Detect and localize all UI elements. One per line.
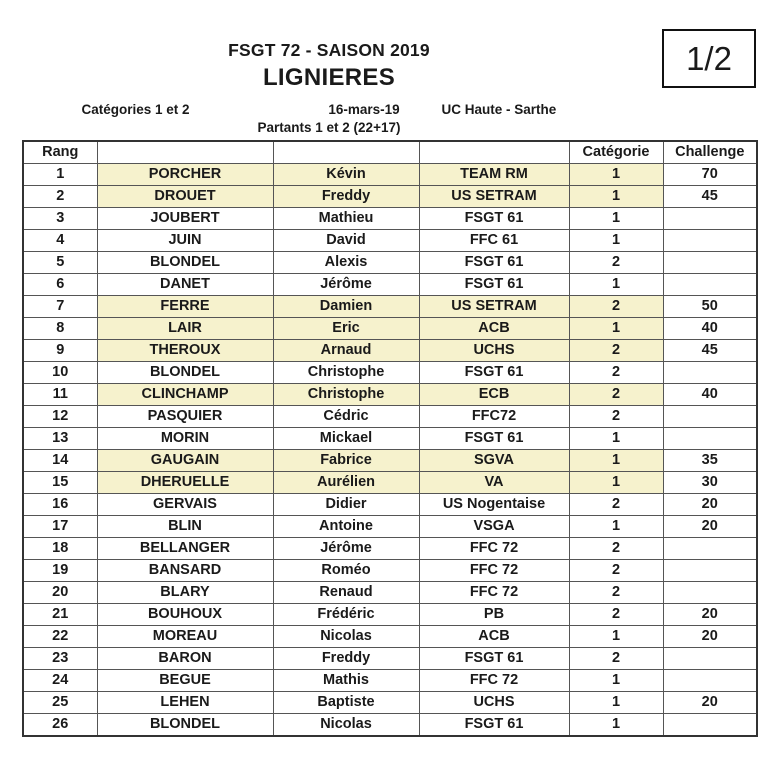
page-title: FSGT 72 - SAISON 2019 — [228, 40, 430, 60]
cell-club: UCHS — [419, 692, 569, 714]
cell-challenge — [663, 538, 757, 560]
cell-nom: BANSARD — [97, 560, 273, 582]
table-row — [23, 516, 757, 538]
meta-starters: Partants 1 et 2 (22+17) — [257, 119, 401, 135]
meta-categories: Catégories 1 et 2 — [81, 101, 190, 117]
cell-challenge: 45 — [663, 340, 757, 362]
table-row — [23, 164, 757, 186]
cell-challenge: 20 — [663, 494, 757, 516]
column-header-club — [419, 141, 569, 164]
cell-prenom: Jérôme — [273, 538, 419, 560]
cell-categorie: 1 — [569, 692, 663, 714]
cell-prenom: Christophe — [273, 362, 419, 384]
cell-nom: BLONDEL — [97, 714, 273, 737]
cell-challenge: 70 — [663, 164, 757, 186]
page-number-badge: 1/2 — [662, 29, 756, 88]
cell-nom: BELLANGER — [97, 538, 273, 560]
cell-prenom: Freddy — [273, 186, 419, 208]
cell-prenom: Eric — [273, 318, 419, 340]
cell-prenom: Jérôme — [273, 274, 419, 296]
column-header-challenge: Challenge — [663, 141, 757, 164]
cell-categorie: 1 — [569, 626, 663, 648]
cell-prenom: Didier — [273, 494, 419, 516]
cell-challenge: 40 — [663, 318, 757, 340]
cell-categorie: 1 — [569, 450, 663, 472]
cell-rang: 8 — [23, 318, 97, 340]
cell-categorie: 1 — [569, 670, 663, 692]
cell-club: FSGT 61 — [419, 274, 569, 296]
cell-challenge: 30 — [663, 472, 757, 494]
cell-categorie: 2 — [569, 582, 663, 604]
cell-nom: DHERUELLE — [97, 472, 273, 494]
cell-prenom: Nicolas — [273, 714, 419, 737]
cell-club: FSGT 61 — [419, 714, 569, 737]
cell-prenom: David — [273, 230, 419, 252]
cell-categorie: 1 — [569, 274, 663, 296]
cell-club: VA — [419, 472, 569, 494]
cell-rang: 18 — [23, 538, 97, 560]
cell-categorie: 2 — [569, 362, 663, 384]
cell-categorie: 1 — [569, 714, 663, 737]
cell-challenge: 40 — [663, 384, 757, 406]
cell-challenge: 20 — [663, 604, 757, 626]
cell-categorie: 2 — [569, 560, 663, 582]
cell-rang: 14 — [23, 450, 97, 472]
cell-rang: 16 — [23, 494, 97, 516]
cell-challenge — [663, 252, 757, 274]
cell-rang: 17 — [23, 516, 97, 538]
cell-prenom: Nicolas — [273, 626, 419, 648]
cell-prenom: Damien — [273, 296, 419, 318]
cell-challenge — [663, 670, 757, 692]
document-header — [0, 0, 768, 135]
cell-club: FSGT 61 — [419, 362, 569, 384]
cell-club: US SETRAM — [419, 186, 569, 208]
cell-prenom: Mickael — [273, 428, 419, 450]
cell-prenom: Aurélien — [273, 472, 419, 494]
table-row — [23, 560, 757, 582]
cell-rang: 25 — [23, 692, 97, 714]
cell-challenge — [663, 582, 757, 604]
cell-nom: MOREAU — [97, 626, 273, 648]
cell-nom: BOUHOUX — [97, 604, 273, 626]
cell-club: FFC 72 — [419, 560, 569, 582]
cell-challenge — [663, 560, 757, 582]
cell-nom: CLINCHAMP — [97, 384, 273, 406]
cell-categorie: 2 — [569, 384, 663, 406]
table-row — [23, 428, 757, 450]
table-row — [23, 318, 757, 340]
cell-rang: 3 — [23, 208, 97, 230]
table-row — [23, 208, 757, 230]
cell-categorie: 2 — [569, 296, 663, 318]
table-row — [23, 538, 757, 560]
cell-rang: 22 — [23, 626, 97, 648]
cell-prenom: Kévin — [273, 164, 419, 186]
meta-date: 16-mars-19 — [328, 101, 400, 117]
cell-prenom: Fabrice — [273, 450, 419, 472]
table-row — [23, 626, 757, 648]
cell-categorie: 2 — [569, 406, 663, 428]
cell-challenge: 35 — [663, 450, 757, 472]
results-table-wrapper — [22, 140, 756, 737]
cell-challenge — [663, 362, 757, 384]
cell-nom: BLONDEL — [97, 362, 273, 384]
cell-club: ECB — [419, 384, 569, 406]
table-row — [23, 406, 757, 428]
cell-nom: BLIN — [97, 516, 273, 538]
table-row — [23, 472, 757, 494]
cell-challenge: 50 — [663, 296, 757, 318]
table-row — [23, 384, 757, 406]
cell-rang: 1 — [23, 164, 97, 186]
cell-rang: 7 — [23, 296, 97, 318]
cell-club: SGVA — [419, 450, 569, 472]
event-location-title: LIGNIERES — [262, 63, 396, 91]
cell-challenge — [663, 648, 757, 670]
cell-nom: GERVAIS — [97, 494, 273, 516]
meta-organizer: UC Haute - Sarthe — [441, 101, 557, 117]
column-header-prenom — [273, 141, 419, 164]
cell-prenom: Cédric — [273, 406, 419, 428]
cell-club: FSGT 61 — [419, 208, 569, 230]
cell-rang: 20 — [23, 582, 97, 604]
cell-rang: 2 — [23, 186, 97, 208]
cell-prenom: Christophe — [273, 384, 419, 406]
cell-prenom: Roméo — [273, 560, 419, 582]
cell-nom: BLARY — [97, 582, 273, 604]
cell-club: UCHS — [419, 340, 569, 362]
cell-club: ACB — [419, 626, 569, 648]
cell-prenom: Frédéric — [273, 604, 419, 626]
table-row — [23, 274, 757, 296]
cell-club: FSGT 61 — [419, 428, 569, 450]
table-header — [23, 141, 757, 164]
cell-club: US SETRAM — [419, 296, 569, 318]
cell-rang: 26 — [23, 714, 97, 737]
cell-challenge — [663, 274, 757, 296]
table-row — [23, 252, 757, 274]
cell-club: FFC 72 — [419, 538, 569, 560]
cell-challenge — [663, 714, 757, 737]
cell-rang: 15 — [23, 472, 97, 494]
cell-nom: PORCHER — [97, 164, 273, 186]
cell-rang: 10 — [23, 362, 97, 384]
column-header-categorie: Catégorie — [569, 141, 663, 164]
cell-nom: BLONDEL — [97, 252, 273, 274]
cell-categorie: 2 — [569, 604, 663, 626]
cell-categorie: 1 — [569, 230, 663, 252]
table-row — [23, 604, 757, 626]
cell-rang: 11 — [23, 384, 97, 406]
table-row — [23, 362, 757, 384]
cell-club: FFC 72 — [419, 582, 569, 604]
cell-prenom: Arnaud — [273, 340, 419, 362]
cell-rang: 12 — [23, 406, 97, 428]
cell-challenge: 20 — [663, 626, 757, 648]
cell-nom: LAIR — [97, 318, 273, 340]
cell-categorie: 2 — [569, 494, 663, 516]
table-row — [23, 450, 757, 472]
cell-prenom: Antoine — [273, 516, 419, 538]
cell-rang: 23 — [23, 648, 97, 670]
cell-rang: 5 — [23, 252, 97, 274]
cell-categorie: 1 — [569, 472, 663, 494]
cell-categorie: 1 — [569, 428, 663, 450]
cell-prenom: Alexis — [273, 252, 419, 274]
cell-club: FSGT 61 — [419, 648, 569, 670]
table-body — [23, 164, 757, 737]
cell-categorie: 1 — [569, 164, 663, 186]
table-row — [23, 186, 757, 208]
cell-nom: GAUGAIN — [97, 450, 273, 472]
cell-challenge — [663, 428, 757, 450]
cell-nom: THEROUX — [97, 340, 273, 362]
cell-club: PB — [419, 604, 569, 626]
cell-club: FFC 61 — [419, 230, 569, 252]
cell-prenom: Mathis — [273, 670, 419, 692]
table-row — [23, 296, 757, 318]
cell-rang: 24 — [23, 670, 97, 692]
event-meta-row — [0, 102, 768, 117]
cell-categorie: 2 — [569, 538, 663, 560]
cell-nom: FERRE — [97, 296, 273, 318]
cell-rang: 9 — [23, 340, 97, 362]
cell-nom: PASQUIER — [97, 406, 273, 428]
table-row — [23, 670, 757, 692]
cell-nom: JOUBERT — [97, 208, 273, 230]
cell-rang: 4 — [23, 230, 97, 252]
results-table — [22, 140, 758, 737]
cell-challenge — [663, 406, 757, 428]
cell-rang: 6 — [23, 274, 97, 296]
cell-rang: 21 — [23, 604, 97, 626]
cell-categorie: 1 — [569, 516, 663, 538]
cell-nom: DANET — [97, 274, 273, 296]
cell-categorie: 2 — [569, 340, 663, 362]
cell-prenom: Baptiste — [273, 692, 419, 714]
cell-nom: JUIN — [97, 230, 273, 252]
table-row — [23, 494, 757, 516]
cell-club: ACB — [419, 318, 569, 340]
cell-club: TEAM RM — [419, 164, 569, 186]
column-header-rang: Rang — [23, 141, 97, 164]
cell-nom: DROUET — [97, 186, 273, 208]
column-header-nom — [97, 141, 273, 164]
table-row — [23, 230, 757, 252]
cell-prenom: Mathieu — [273, 208, 419, 230]
cell-nom: BEGUE — [97, 670, 273, 692]
cell-categorie: 2 — [569, 252, 663, 274]
cell-rang: 19 — [23, 560, 97, 582]
cell-club: VSGA — [419, 516, 569, 538]
table-row — [23, 340, 757, 362]
cell-challenge: 20 — [663, 516, 757, 538]
cell-categorie: 2 — [569, 648, 663, 670]
cell-categorie: 1 — [569, 186, 663, 208]
cell-categorie: 1 — [569, 208, 663, 230]
cell-club: FFC72 — [419, 406, 569, 428]
cell-nom: BARON — [97, 648, 273, 670]
cell-prenom: Freddy — [273, 648, 419, 670]
table-row — [23, 692, 757, 714]
cell-club: FFC 72 — [419, 670, 569, 692]
cell-prenom: Renaud — [273, 582, 419, 604]
cell-challenge: 20 — [663, 692, 757, 714]
cell-challenge — [663, 230, 757, 252]
table-row — [23, 714, 757, 737]
cell-categorie: 1 — [569, 318, 663, 340]
cell-challenge — [663, 208, 757, 230]
cell-nom: LEHEN — [97, 692, 273, 714]
table-row — [23, 648, 757, 670]
table-header-row — [23, 141, 757, 164]
cell-club: FSGT 61 — [419, 252, 569, 274]
cell-club: US Nogentaise — [419, 494, 569, 516]
cell-challenge: 45 — [663, 186, 757, 208]
cell-rang: 13 — [23, 428, 97, 450]
cell-nom: MORIN — [97, 428, 273, 450]
table-row — [23, 582, 757, 604]
